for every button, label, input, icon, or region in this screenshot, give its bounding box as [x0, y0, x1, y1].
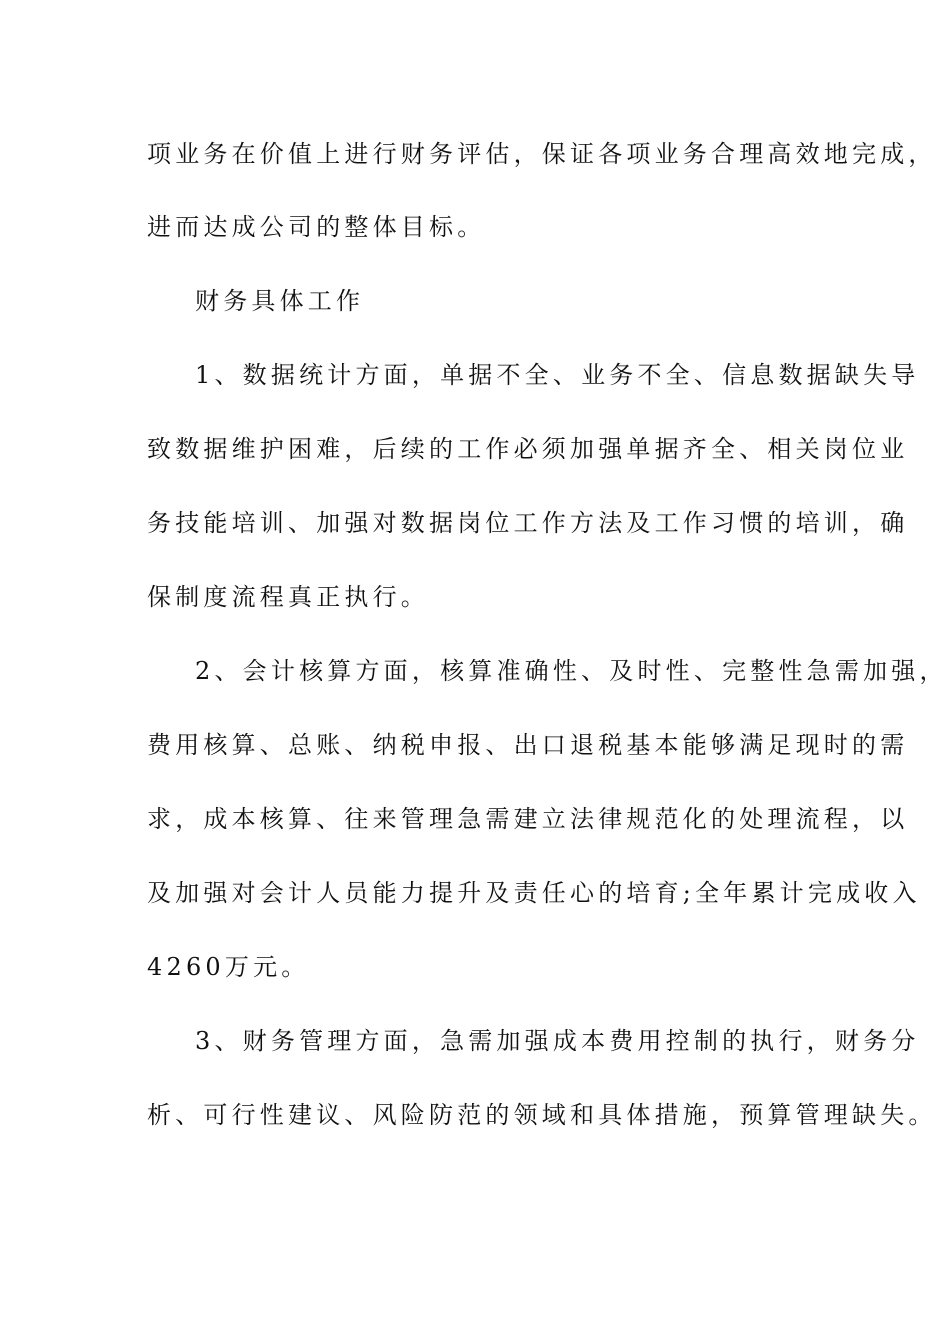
text-line: 4260万元。 [147, 953, 310, 981]
text-line: 析、可行性建议、风险防范的领域和具体措施，预算管理缺失。 [147, 1101, 937, 1129]
text-line: 费用核算、总账、纳税申报、出口退税基本能够满足现时的需 [147, 731, 909, 759]
text-line: 3、财务管理方面，急需加强成本费用控制的执行，财务分 [195, 1027, 920, 1055]
text-line: 保制度流程真正执行。 [147, 583, 429, 611]
text-line: 及加强对会计人员能力提升及责任心的培育;全年累计完成收入 [147, 879, 921, 907]
text-line: 2、会计核算方面，核算准确性、及时性、完整性急需加强， [195, 657, 948, 685]
text-line: 致数据维护困难，后续的工作必须加强单据齐全、相关岗位业 [147, 435, 909, 463]
text-line: 进而达成公司的整体目标。 [147, 213, 486, 241]
text-line: 1、数据统计方面，单据不全、业务不全、信息数据缺失导 [195, 361, 920, 389]
section-heading: 财务具体工作 [195, 287, 365, 315]
text-line: 求，成本核算、往来管理急需建立法律规范化的处理流程，以 [147, 805, 909, 833]
text-line: 务技能培训、加强对数据岗位工作方法及工作习惯的培训，确 [147, 509, 909, 537]
text-line: 项业务在价值上进行财务评估，保证各项业务合理高效地完成， [147, 140, 937, 168]
